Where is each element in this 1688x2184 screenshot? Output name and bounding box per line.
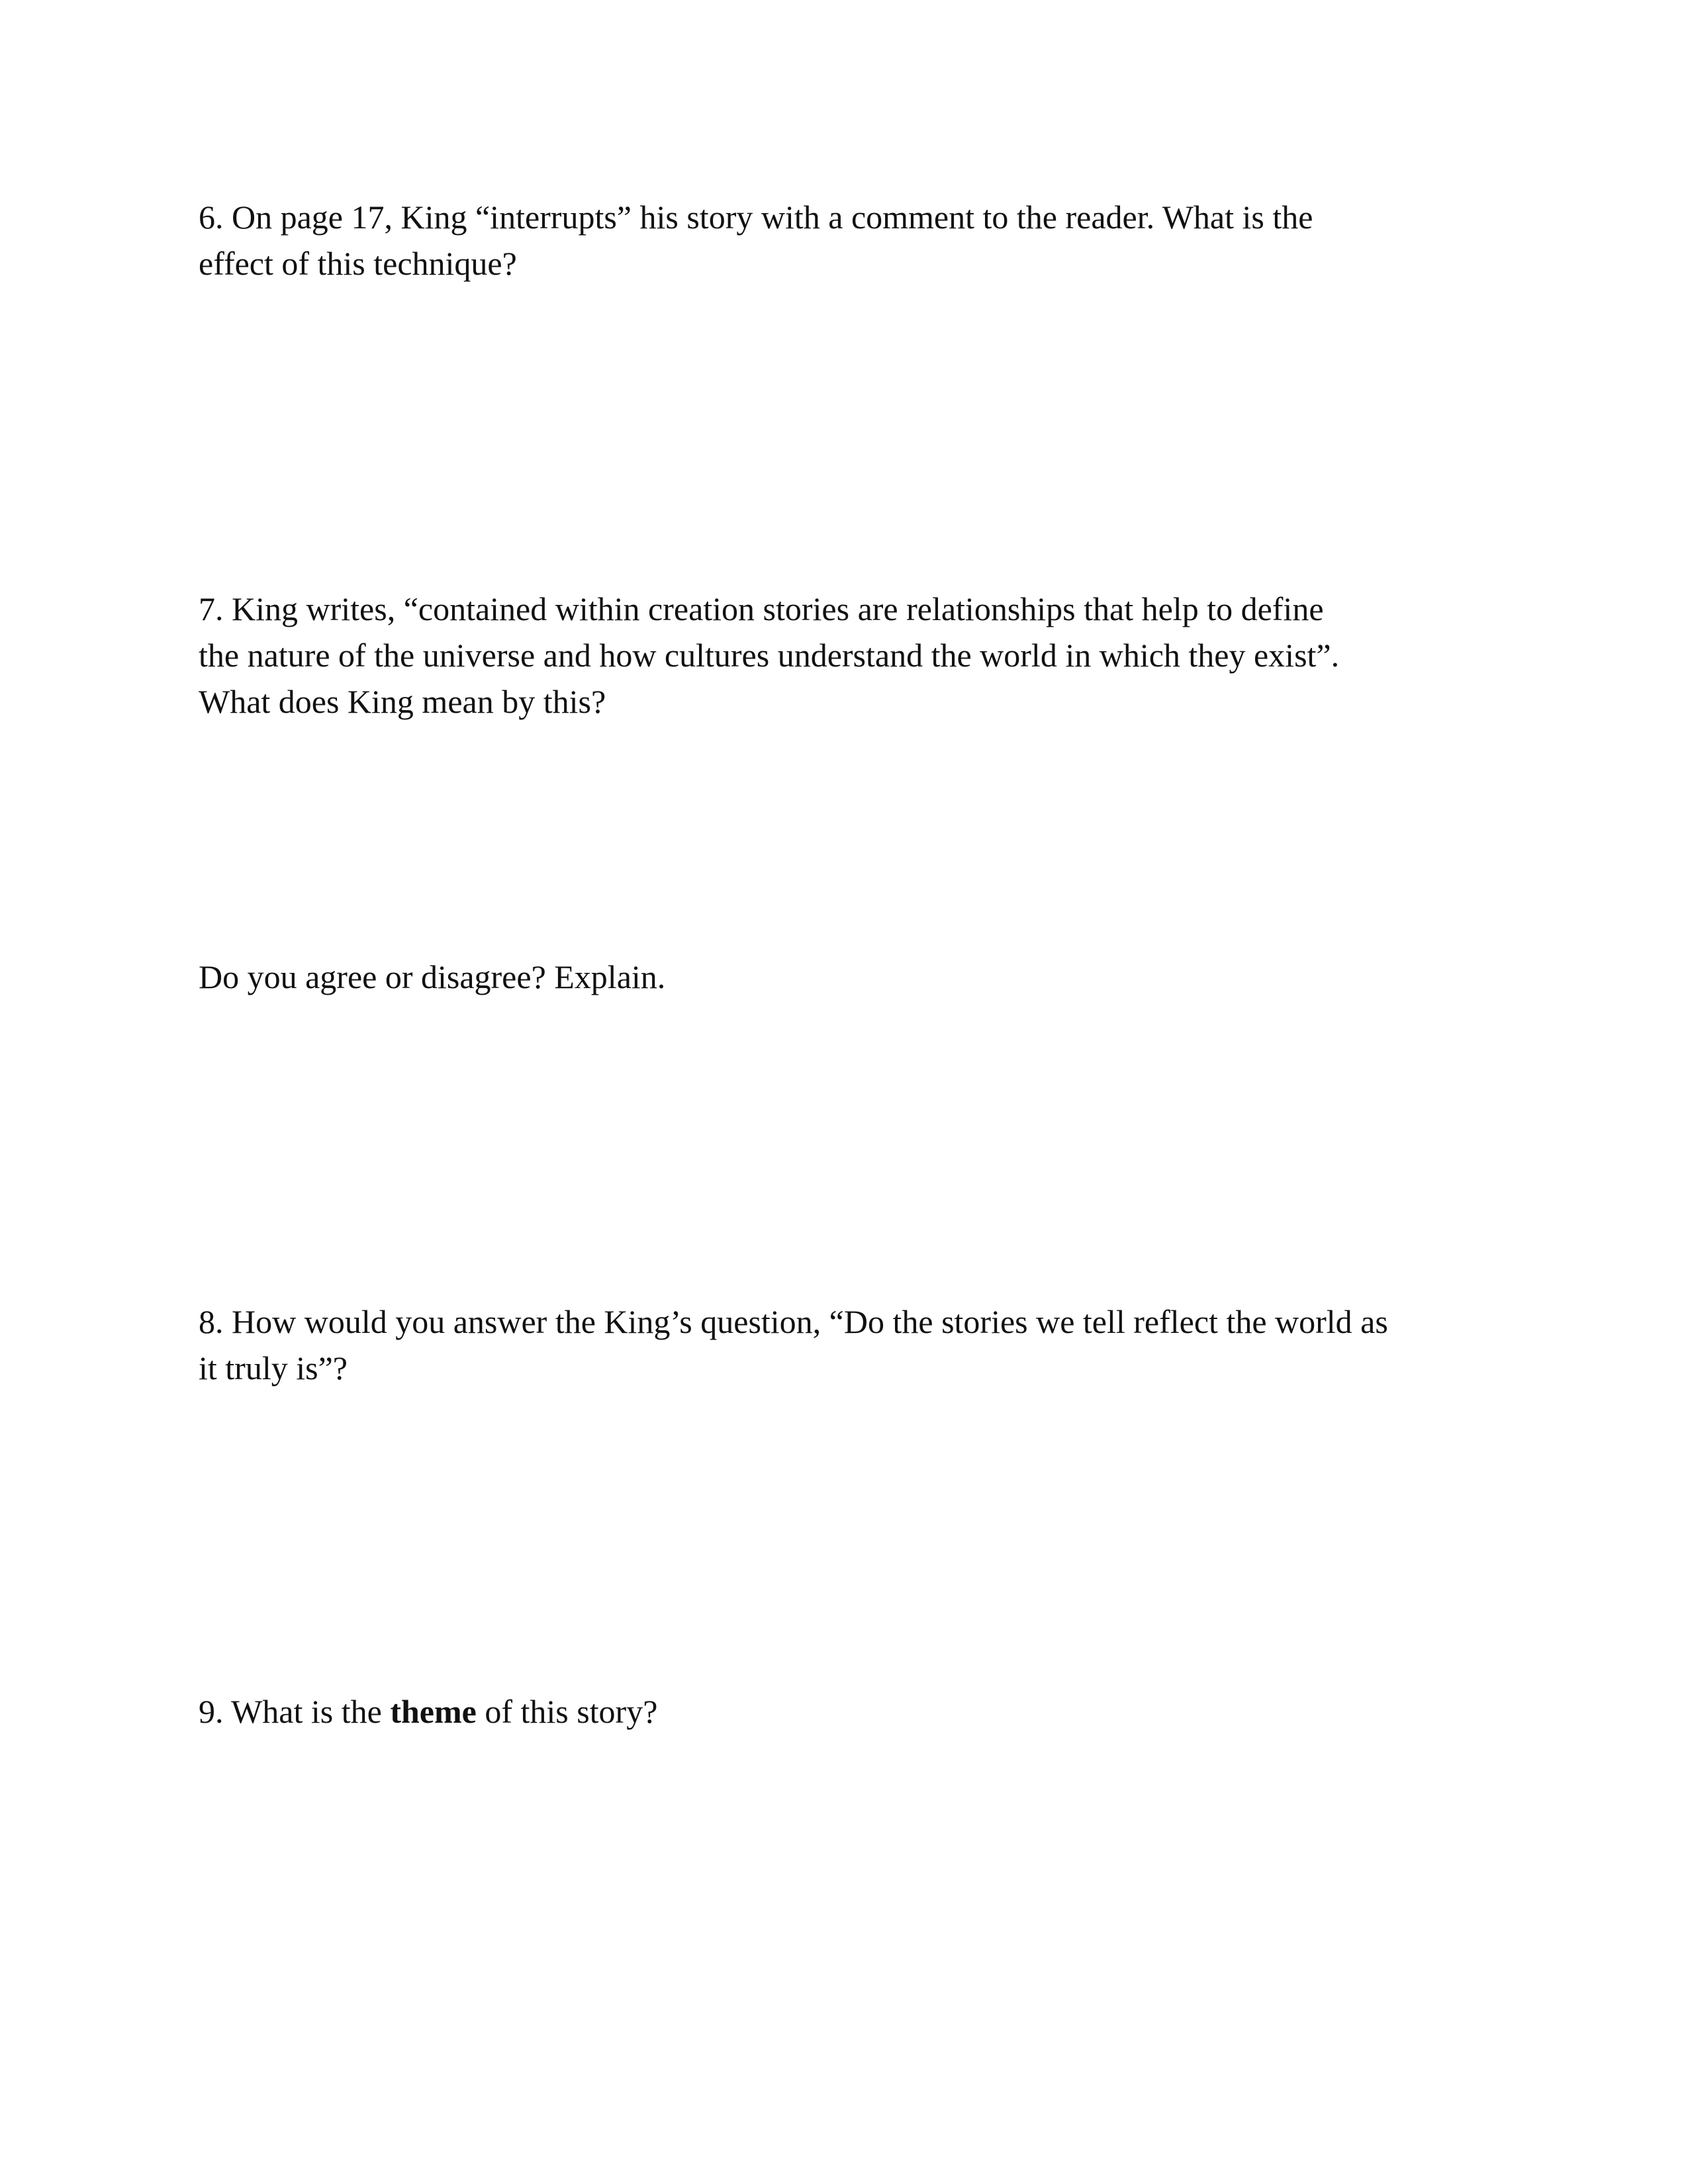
question-9-suffix: of this story? (476, 1693, 658, 1730)
question-8 (199, 1298, 1509, 1391)
question-9-bold-term: theme (390, 1693, 477, 1730)
question-8-line-1: 8. How would you answer the King’s question, “Do the stories we tell reflect the world as (199, 1303, 1388, 1340)
question-7-line-2: the nature of the universe and how cultures understand the world in which they exist”. (199, 637, 1340, 674)
question-7-line-3: What does King mean by this? (199, 683, 606, 720)
question-6-line-1: 6. On page 17, King “interrupts” his story with a comment to the reader. What is the (199, 199, 1313, 236)
question-9 (199, 1688, 1509, 1735)
question-7 (199, 586, 1509, 725)
question-9-prefix: 9. What is the (199, 1693, 391, 1730)
question-7-line-1: 7. King writes, “contained within creation stories are relationships that help to define (199, 590, 1324, 627)
question-6 (199, 194, 1509, 287)
question-6-line-2: effect of this technique? (199, 245, 517, 282)
question-7-followup (199, 954, 1509, 1000)
question-8-line-2: it truly is”? (199, 1349, 348, 1387)
question-9-line (199, 1688, 1509, 1735)
question-7-followup-text: Do you agree or disagree? Explain. (199, 958, 666, 995)
